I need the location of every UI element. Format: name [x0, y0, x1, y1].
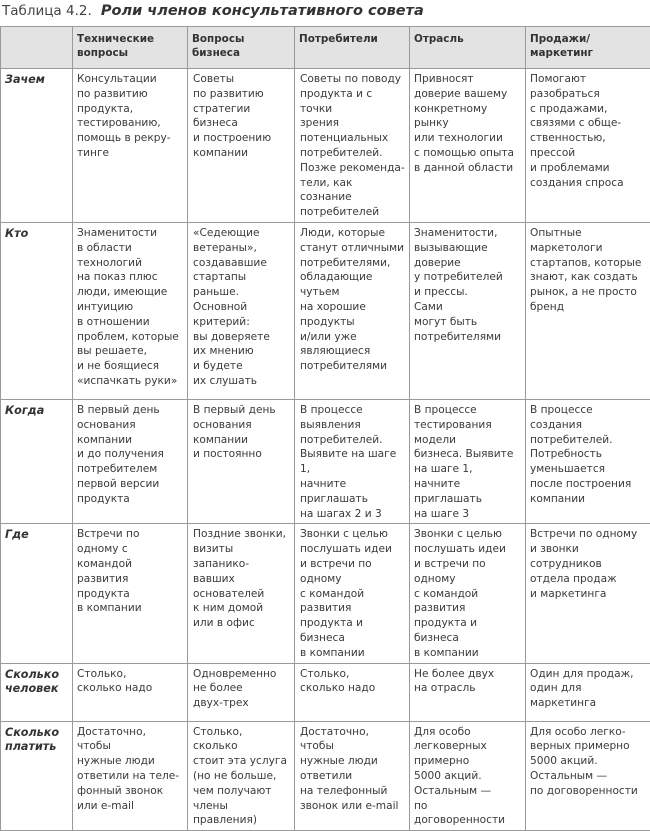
- header-customers: Потребители: [295, 27, 410, 69]
- table-cell: Не более двух на отрасль: [410, 663, 526, 721]
- table-cell: Советы по поводу продукта и с точки зрения потенциальных потребителей. Позже рекоменда- тели, как сознание потребителей: [295, 69, 410, 223]
- advisory-board-roles-table: [0, 26, 650, 831]
- table-cell: В процессе создания потребителей. Потребность уменьшается после построения компании: [526, 399, 650, 523]
- table-cell: Опытные маркетологи стартапов, которые знают, как создать рынок, а не просто бренд: [526, 222, 650, 399]
- table-cell: Советы по развитию стратегии бизнеса и построению компании: [188, 69, 295, 223]
- table-cell: Поздние звонки, визиты запанико- вавших основателей к ним домой или в офис: [188, 524, 295, 663]
- table-row: [1, 524, 650, 663]
- table-caption: [2, 0, 424, 24]
- row-label-how-much-pay: Сколько платить: [1, 721, 73, 831]
- header-industry: Отрасль: [410, 27, 526, 69]
- table-cell: Для особо легко- верных примерно 5000 акций. Остальным — по договоренности: [526, 721, 650, 831]
- table-cell: Встречи по одному с командой развития продукта в компании: [73, 524, 188, 663]
- table-row: [1, 69, 650, 223]
- table-cell: Помогают разобраться с продажами, связями с обще- ственностью, прессой и проблемами создания спроса: [526, 69, 650, 223]
- table-cell: Привносят доверие вашему конкретному рынку или технологии с помощью опыта в данной области: [410, 69, 526, 223]
- table-number: Таблица 4.2.: [2, 3, 92, 19]
- row-label-why: Зачем: [1, 69, 73, 223]
- table-cell: Для особо легковерных примерно 5000 акций. Остальным — по договоренности: [410, 721, 526, 831]
- table-cell: Достаточно, чтобы нужные люди ответили на телефонный звонок или e-mail: [295, 721, 410, 831]
- table-row: [1, 222, 650, 399]
- header-row: [1, 27, 650, 69]
- table-cell: Достаточно, чтобы нужные люди ответили на теле- фонный звонок или e-mail: [73, 721, 188, 831]
- row-label-how-many: Сколько человек: [1, 663, 73, 721]
- table-cell: «Седеющие ветераны», создававшие стартапы раньше. Основной критерий: вы доверяете их мнению и будете их слушать: [188, 222, 295, 399]
- header-business-questions: Вопросы бизнеса: [188, 27, 295, 69]
- table-title: Роли членов консультативного совета: [101, 3, 424, 19]
- table-cell: Встречи по одному и звонки сотрудников отдела продаж и маркетинга: [526, 524, 650, 663]
- table-cell: Звонки с целью послушать идеи и встречи по одному с командой развития продукта и бизнеса в компании: [410, 524, 526, 663]
- table-cell: Столько, сколько надо: [295, 663, 410, 721]
- table-cell: В процессе выявления потребителей. Выявите на шаге 1, начните приглашать на шагах 2 и 3: [295, 399, 410, 523]
- table-cell: Консультации по развитию продукта, тестированию, помощь в рекру- тинге: [73, 69, 188, 223]
- table-cell: В первый день основания компании и постоянно: [188, 399, 295, 523]
- table-cell: Знаменитости в области технологий на показ плюс люди, имеющие интуицию в отношении проблем, которые вы решаете, и не боящиеся «испачкать руки»: [73, 222, 188, 399]
- table-row: [1, 721, 650, 831]
- table-cell: Одновременно не более двух-трех: [188, 663, 295, 721]
- table-cell: Люди, которые станут отличными потребителями, обладающие чутьем на хорошие продукты и/или уже являющиеся потребителями: [295, 222, 410, 399]
- table-row: [1, 399, 650, 523]
- table-cell: Столько, сколько надо: [73, 663, 188, 721]
- row-label-when: Когда: [1, 399, 73, 523]
- header-corner: [1, 27, 73, 69]
- row-label-who: Кто: [1, 222, 73, 399]
- table-cell: Звонки с целью послушать идеи и встречи по одному с командой развития продукта и бизнеса в компании: [295, 524, 410, 663]
- table-cell: В первый день основания компании и до получения потребителем первой версии продукта: [73, 399, 188, 523]
- header-sales-marketing: Продажи/ маркетинг: [526, 27, 650, 69]
- table-cell: Столько, сколько стоит эта услуга (но не больше, чем получают члены правления): [188, 721, 295, 831]
- table-cell: В процессе тестирования модели бизнеса. Выявите на шаге 1, начните приглашать на шаге 3: [410, 399, 526, 523]
- header-tech-questions: Технические вопросы: [73, 27, 188, 69]
- table-cell: Знаменитости, вызывающие доверие у потребителей и прессы. Сами могут быть потребителями: [410, 222, 526, 399]
- table-cell: Один для продаж, один для маркетинга: [526, 663, 650, 721]
- table-row: [1, 663, 650, 721]
- row-label-where: Где: [1, 524, 73, 663]
